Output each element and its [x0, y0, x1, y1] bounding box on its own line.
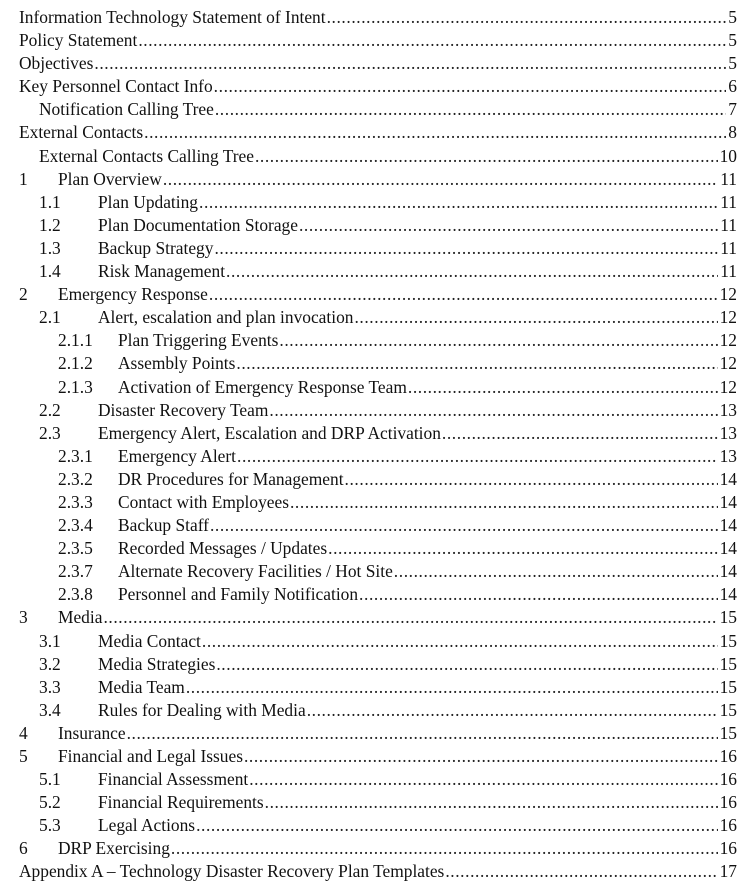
dot-leader — [354, 306, 717, 329]
toc-entry-page-number: 14 — [719, 538, 737, 559]
toc-entry-link[interactable] — [118, 491, 737, 514]
toc-entry-number: 2.3.8 — [58, 584, 93, 605]
toc-entry-link[interactable] — [58, 837, 737, 860]
dot-leader — [186, 676, 718, 699]
dot-leader — [255, 145, 718, 168]
toc-entry-page-number: 16 — [719, 792, 737, 813]
toc-entry-link[interactable] — [118, 514, 737, 537]
toc-entry-number: 1.4 — [39, 261, 61, 282]
toc-entry[interactable] — [0, 98, 750, 121]
toc-entry[interactable] — [0, 214, 750, 237]
toc-entry-number: 2.3.4 — [58, 515, 93, 536]
toc-entry-title: Assembly Points — [118, 353, 236, 374]
toc-entry-page-number: 16 — [719, 746, 737, 766]
toc-entry-page-number: 12 — [719, 284, 737, 305]
dot-leader — [237, 445, 718, 468]
toc-entry-link[interactable] — [98, 237, 737, 260]
dot-leader — [442, 422, 718, 445]
toc-entry-link[interactable] — [98, 676, 737, 699]
toc-entry-page-number: 16 — [719, 838, 737, 859]
toc-entry-title: Media — [58, 607, 103, 628]
dot-leader — [345, 468, 718, 491]
toc-entry-number: 2.3.3 — [58, 491, 93, 512]
dot-leader — [94, 52, 726, 75]
toc-entry-number: 3.3 — [39, 676, 61, 697]
toc-entry-title: Media Strategies — [98, 653, 216, 674]
toc-entry-title: Emergency Response — [58, 284, 208, 305]
toc-entry-title: Personnel and Family Notification — [118, 584, 359, 605]
toc-entry[interactable] — [0, 560, 750, 583]
toc-entry-title: Risk Management — [98, 261, 226, 282]
toc-entry-page-number: 11 — [720, 168, 737, 189]
toc-entry[interactable] — [0, 468, 750, 491]
toc-entry[interactable] — [0, 514, 750, 537]
dot-leader — [445, 860, 717, 883]
dot-leader — [196, 814, 718, 837]
toc-entry-number: 5.1 — [39, 769, 61, 790]
dot-leader — [163, 168, 718, 191]
toc-entry-page-number: 13 — [719, 445, 737, 466]
toc-entry-page-number: 16 — [719, 815, 737, 836]
toc-entry[interactable] — [0, 491, 750, 514]
toc-entry-title: Policy Statement — [19, 30, 138, 51]
toc-entry-title: Activation of Emergency Response Team — [118, 376, 407, 397]
dot-leader — [171, 837, 718, 860]
toc-entry[interactable] — [0, 722, 750, 745]
toc-entry[interactable] — [0, 814, 750, 837]
toc-entry-page-number: 6 — [728, 76, 737, 97]
toc-entry-link[interactable] — [118, 537, 737, 560]
toc-entry[interactable] — [0, 699, 750, 722]
toc-entry-link[interactable] — [19, 6, 737, 29]
toc-entry-page-number: 13 — [719, 422, 737, 443]
dot-leader — [290, 491, 718, 514]
toc-entry[interactable] — [0, 29, 750, 52]
toc-entry-page-number: 15 — [719, 722, 737, 743]
toc-entry-title: Key Personnel Contact Info — [19, 76, 213, 97]
toc-entry-title: Financial Requirements — [98, 792, 264, 813]
toc-entry-link[interactable] — [98, 399, 737, 422]
toc-entry-title: Media Team — [98, 676, 185, 697]
dot-leader — [209, 283, 718, 306]
toc-entry-number: 2.1.2 — [58, 353, 93, 374]
dot-leader — [144, 121, 726, 144]
toc-entry-number: 2 — [19, 284, 28, 305]
toc-entry-page-number: 13 — [719, 399, 737, 420]
toc-entry-page-number: 15 — [719, 653, 737, 674]
dot-leader — [394, 560, 718, 583]
dot-leader — [202, 630, 718, 653]
toc-entry[interactable] — [0, 260, 750, 283]
toc-entry[interactable] — [0, 653, 750, 676]
toc-entry-number: 2.3 — [39, 422, 61, 443]
toc-entry-link[interactable] — [19, 860, 737, 883]
toc-entry-number: 6 — [19, 838, 28, 859]
toc-entry-title: Backup Staff — [118, 515, 209, 536]
dot-leader — [216, 653, 717, 676]
dot-leader — [279, 329, 717, 352]
toc-entry-title: Emergency Alert — [118, 445, 236, 466]
toc-entry-number: 3.2 — [39, 653, 61, 674]
dot-leader — [244, 745, 718, 768]
toc-entry-page-number: 12 — [719, 307, 737, 328]
toc-entry-page-number: 14 — [719, 584, 737, 605]
toc-entry-link[interactable] — [58, 745, 737, 768]
toc-entry-link[interactable] — [118, 376, 737, 399]
toc-entry-page-number: 14 — [719, 468, 737, 489]
toc-entry[interactable] — [0, 399, 750, 422]
toc-entry-page-number: 12 — [719, 376, 737, 397]
toc-entry-title: Financial Assessment — [98, 769, 249, 790]
toc-entry-page-number: 11 — [720, 214, 737, 235]
toc-entry-link[interactable] — [98, 306, 737, 329]
toc-entry[interactable] — [0, 168, 750, 191]
toc-entry-link[interactable] — [58, 606, 737, 629]
toc-entry-link[interactable] — [58, 722, 737, 745]
toc-entry-number: 2.3.5 — [58, 538, 93, 559]
toc-entry-title: Backup Strategy — [98, 237, 214, 258]
toc-entry-title: Objectives — [19, 53, 94, 74]
toc-entry-number: 5.3 — [39, 815, 61, 836]
dot-leader — [328, 537, 717, 560]
toc-entry-page-number: 17 — [719, 861, 737, 882]
toc-entry-page-number: 10 — [719, 145, 737, 166]
toc-entry-link[interactable] — [98, 191, 737, 214]
toc-entry[interactable] — [0, 791, 750, 814]
toc-entry-title: Information Technology Statement of Intent — [19, 7, 326, 27]
toc-entry-page-number: 11 — [720, 261, 737, 282]
toc-entry[interactable] — [0, 121, 750, 144]
toc-entry-number: 1.2 — [39, 214, 61, 235]
toc-entry-title: Financial and Legal Issues — [58, 746, 243, 766]
toc-entry-number: 3.1 — [39, 630, 61, 651]
toc-entry-link[interactable] — [118, 329, 737, 352]
toc-entry-page-number: 16 — [719, 769, 737, 790]
toc-entry-title: Emergency Alert, Escalation and DRP Activation — [98, 422, 441, 443]
toc-entry-title: Insurance — [58, 722, 126, 743]
toc-entry-title: Plan Documentation Storage — [98, 214, 298, 235]
toc-entry-link[interactable] — [58, 168, 737, 191]
toc-entry[interactable] — [0, 6, 750, 29]
toc-entry-title: External Contacts Calling Tree — [39, 145, 254, 166]
dot-leader — [327, 6, 727, 29]
toc-entry-number: 2.1.3 — [58, 376, 93, 397]
toc-entry-page-number: 12 — [719, 330, 737, 351]
toc-entry[interactable] — [0, 837, 750, 860]
toc-entry[interactable] — [0, 630, 750, 653]
toc-entry-link[interactable] — [98, 699, 737, 722]
toc-entry-link[interactable] — [19, 75, 737, 98]
toc-entry[interactable] — [0, 606, 750, 629]
toc-entry[interactable] — [0, 306, 750, 329]
toc-entry-number: 3.4 — [39, 699, 61, 720]
toc-entry-page-number: 11 — [720, 237, 737, 258]
toc-entry-page-number: 5 — [728, 7, 737, 27]
toc-entry-title: Plan Updating — [98, 191, 198, 212]
toc-entry[interactable] — [0, 237, 750, 260]
toc-entry-title: Plan Triggering Events — [118, 330, 279, 351]
toc-entry-page-number: 12 — [719, 353, 737, 374]
dot-leader — [215, 98, 726, 121]
toc-entry[interactable] — [0, 52, 750, 75]
toc-entry-title: DRP Exercising — [58, 838, 170, 859]
toc-entry[interactable] — [0, 537, 750, 560]
dot-leader — [214, 237, 718, 260]
toc-entry-number: 1 — [19, 168, 28, 189]
toc-entry-link[interactable] — [118, 583, 737, 606]
toc-entry-number: 1.1 — [39, 191, 61, 212]
dot-leader — [307, 699, 718, 722]
toc-entry-number: 3 — [19, 607, 28, 628]
dot-leader — [138, 29, 726, 52]
toc-entry-number: 2.1 — [39, 307, 61, 328]
toc-entry-link[interactable] — [98, 791, 737, 814]
toc-entry-page-number: 14 — [719, 491, 737, 512]
dot-leader — [269, 399, 717, 422]
toc-entry-title: Appendix A – Technology Disaster Recovery Plan Templates — [19, 861, 445, 882]
toc-entry-page-number: 8 — [728, 122, 737, 143]
toc-entry[interactable] — [0, 376, 750, 399]
toc-entry[interactable] — [0, 329, 750, 352]
toc-entry-link[interactable] — [98, 422, 737, 445]
toc-entry-number: 2.1.1 — [58, 330, 93, 351]
toc-entry-number: 2.3.2 — [58, 468, 93, 489]
toc-entry[interactable] — [0, 75, 750, 98]
toc-entry-link[interactable] — [98, 630, 737, 653]
dot-leader — [210, 514, 718, 537]
dot-leader — [249, 768, 717, 791]
toc-entry-link[interactable] — [98, 214, 737, 237]
toc-entry-link[interactable] — [19, 29, 737, 52]
toc-entry-link[interactable] — [118, 352, 737, 375]
toc-entry-title: External Contacts — [19, 122, 144, 143]
toc-entry-page-number: 14 — [719, 515, 737, 536]
toc-entry-page-number: 15 — [719, 676, 737, 697]
dot-leader — [199, 191, 718, 214]
toc-entry-link[interactable] — [39, 98, 737, 121]
toc-entry-number: 5.2 — [39, 792, 61, 813]
toc-entry[interactable] — [0, 745, 750, 768]
toc-entry-page-number: 14 — [719, 561, 737, 582]
toc-entry-page-number: 15 — [719, 699, 737, 720]
dot-leader — [236, 352, 717, 375]
toc-entry-link[interactable] — [98, 260, 737, 283]
toc-entry-title: Rules for Dealing with Media — [98, 699, 306, 720]
dot-leader — [103, 606, 717, 629]
toc-entry-link[interactable] — [118, 445, 737, 468]
toc-entry-title: Alert, escalation and plan invocation — [98, 307, 354, 328]
dot-leader — [265, 791, 718, 814]
toc-entry-link[interactable] — [98, 653, 737, 676]
dot-leader — [299, 214, 718, 237]
toc-entry-number: 1.3 — [39, 237, 61, 258]
toc-entry[interactable] — [0, 445, 750, 468]
toc-entry-title: DR Procedures for Management — [118, 468, 344, 489]
toc-entry[interactable] — [0, 145, 750, 168]
toc-entry-title: Alternate Recovery Facilities / Hot Site — [118, 561, 393, 582]
toc-entry[interactable] — [0, 352, 750, 375]
toc-entry-link[interactable] — [19, 121, 737, 144]
toc-entry-link[interactable] — [118, 468, 737, 491]
toc-entry-number: 2.3.7 — [58, 561, 93, 582]
toc-entry-page-number: 11 — [720, 191, 737, 212]
toc-entry[interactable] — [0, 676, 750, 699]
toc-entry[interactable] — [0, 191, 750, 214]
table-of-contents — [0, 6, 750, 884]
toc-entry-link[interactable] — [39, 145, 737, 168]
toc-entry-title: Media Contact — [98, 630, 201, 651]
dot-leader — [408, 376, 718, 399]
toc-entry[interactable] — [0, 583, 750, 606]
toc-entry[interactable] — [0, 860, 750, 883]
dot-leader — [226, 260, 718, 283]
toc-entry-link[interactable] — [58, 283, 737, 306]
toc-entry-link[interactable] — [98, 768, 737, 791]
toc-entry[interactable] — [0, 768, 750, 791]
toc-entry-page-number: 5 — [728, 30, 737, 51]
toc-entry-page-number: 7 — [728, 99, 737, 120]
toc-entry-link[interactable] — [98, 814, 737, 837]
toc-entry-page-number: 15 — [719, 607, 737, 628]
toc-entry-link[interactable] — [19, 52, 737, 75]
toc-entry-page-number: 5 — [728, 53, 737, 74]
toc-entry-title: Disaster Recovery Team — [98, 399, 269, 420]
toc-entry-title: Plan Overview — [58, 168, 162, 189]
toc-entry-number: 2.2 — [39, 399, 61, 420]
dot-leader — [127, 722, 718, 745]
toc-entry-title: Recorded Messages / Updates — [118, 538, 328, 559]
toc-entry-number: 5 — [19, 746, 28, 766]
toc-entry-title: Notification Calling Tree — [39, 99, 214, 120]
dot-leader — [359, 583, 718, 606]
toc-entry-title: Legal Actions — [98, 815, 196, 836]
dot-leader — [214, 75, 727, 98]
toc-entry-number: 2.3.1 — [58, 445, 93, 466]
toc-entry-number: 4 — [19, 722, 28, 743]
toc-entry-link[interactable] — [118, 560, 737, 583]
toc-entry-title: Contact with Employees — [118, 491, 289, 512]
toc-entry-page-number: 15 — [719, 630, 737, 651]
toc-entry[interactable] — [0, 283, 750, 306]
toc-entry[interactable] — [0, 422, 750, 445]
